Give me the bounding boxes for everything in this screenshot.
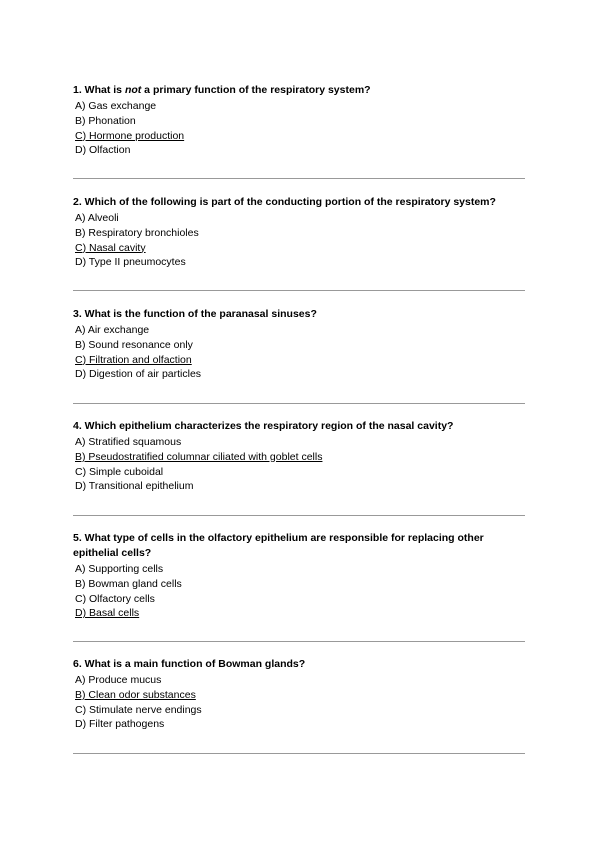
- option-d: D) Transitional epithelium: [75, 480, 194, 493]
- option-c-correct: C) Hormone production: [75, 129, 185, 142]
- option-b: B) Phonation: [75, 114, 136, 127]
- question-1: [73, 83, 525, 158]
- option-a: A) Gas exchange: [75, 100, 157, 112]
- question-title: [73, 83, 525, 98]
- option-c-correct: C) Nasal cavity: [75, 241, 146, 254]
- option-d: D) Type II pneumocytes: [75, 256, 186, 269]
- divider: [73, 403, 525, 404]
- option-a: A) Supporting cells: [75, 563, 164, 575]
- option-b-correct: B) Clean odor substances: [75, 688, 196, 701]
- question-4: [73, 419, 525, 494]
- option-d: D) Digestion of air particles: [75, 368, 202, 381]
- question-title: 6. What is a main function of Bowman glands?: [73, 658, 306, 670]
- question-3: [73, 307, 525, 382]
- option-c: C) Stimulate nerve endings: [75, 703, 202, 716]
- option-c: C) Simple cuboidal: [75, 465, 164, 478]
- option-b: B) Respiratory bronchioles: [75, 226, 199, 239]
- option-c: C) Olfactory cells: [75, 592, 155, 605]
- option-a: A) Stratified squamous: [75, 436, 182, 448]
- option-b-correct: B) Pseudostratified columnar ciliated with goblet cells: [75, 450, 323, 463]
- option-c-correct: C) Filtration and olfaction: [75, 353, 192, 366]
- question-2: [73, 195, 525, 270]
- option-a: A) Produce mucus: [75, 674, 162, 686]
- option-a: A) Air exchange: [75, 324, 150, 336]
- option-d: D) Filter pathogens: [75, 718, 165, 731]
- question-title-text: a primary function of the respiratory system?: [141, 84, 371, 96]
- divider: [73, 641, 525, 642]
- question-6: [73, 657, 525, 732]
- question-title: 2. Which of the following is part of the conducting portion of the respiratory system?: [73, 196, 496, 208]
- question-title: 5. What type of cells in the olfactory epithelium are responsible for replacing other epithelial cells?: [73, 532, 484, 559]
- question-title-emphasis: not: [124, 84, 142, 96]
- option-a: A) Alveoli: [75, 212, 119, 224]
- divider: [73, 753, 525, 754]
- option-d: D) Olfaction: [75, 144, 131, 157]
- option-b: B) Sound resonance only: [75, 338, 193, 351]
- question-title: 4. Which epithelium characterizes the respiratory region of the nasal cavity?: [73, 420, 454, 432]
- divider: [73, 290, 525, 291]
- option-d-correct: D) Basal cells: [75, 607, 140, 620]
- question-title-text: 1. What is: [73, 84, 125, 96]
- divider: [73, 515, 525, 516]
- question-5: [73, 531, 525, 621]
- option-b: B) Bowman gland cells: [75, 577, 182, 590]
- divider: [73, 178, 525, 179]
- question-title: 3. What is the function of the paranasal sinuses?: [73, 308, 317, 320]
